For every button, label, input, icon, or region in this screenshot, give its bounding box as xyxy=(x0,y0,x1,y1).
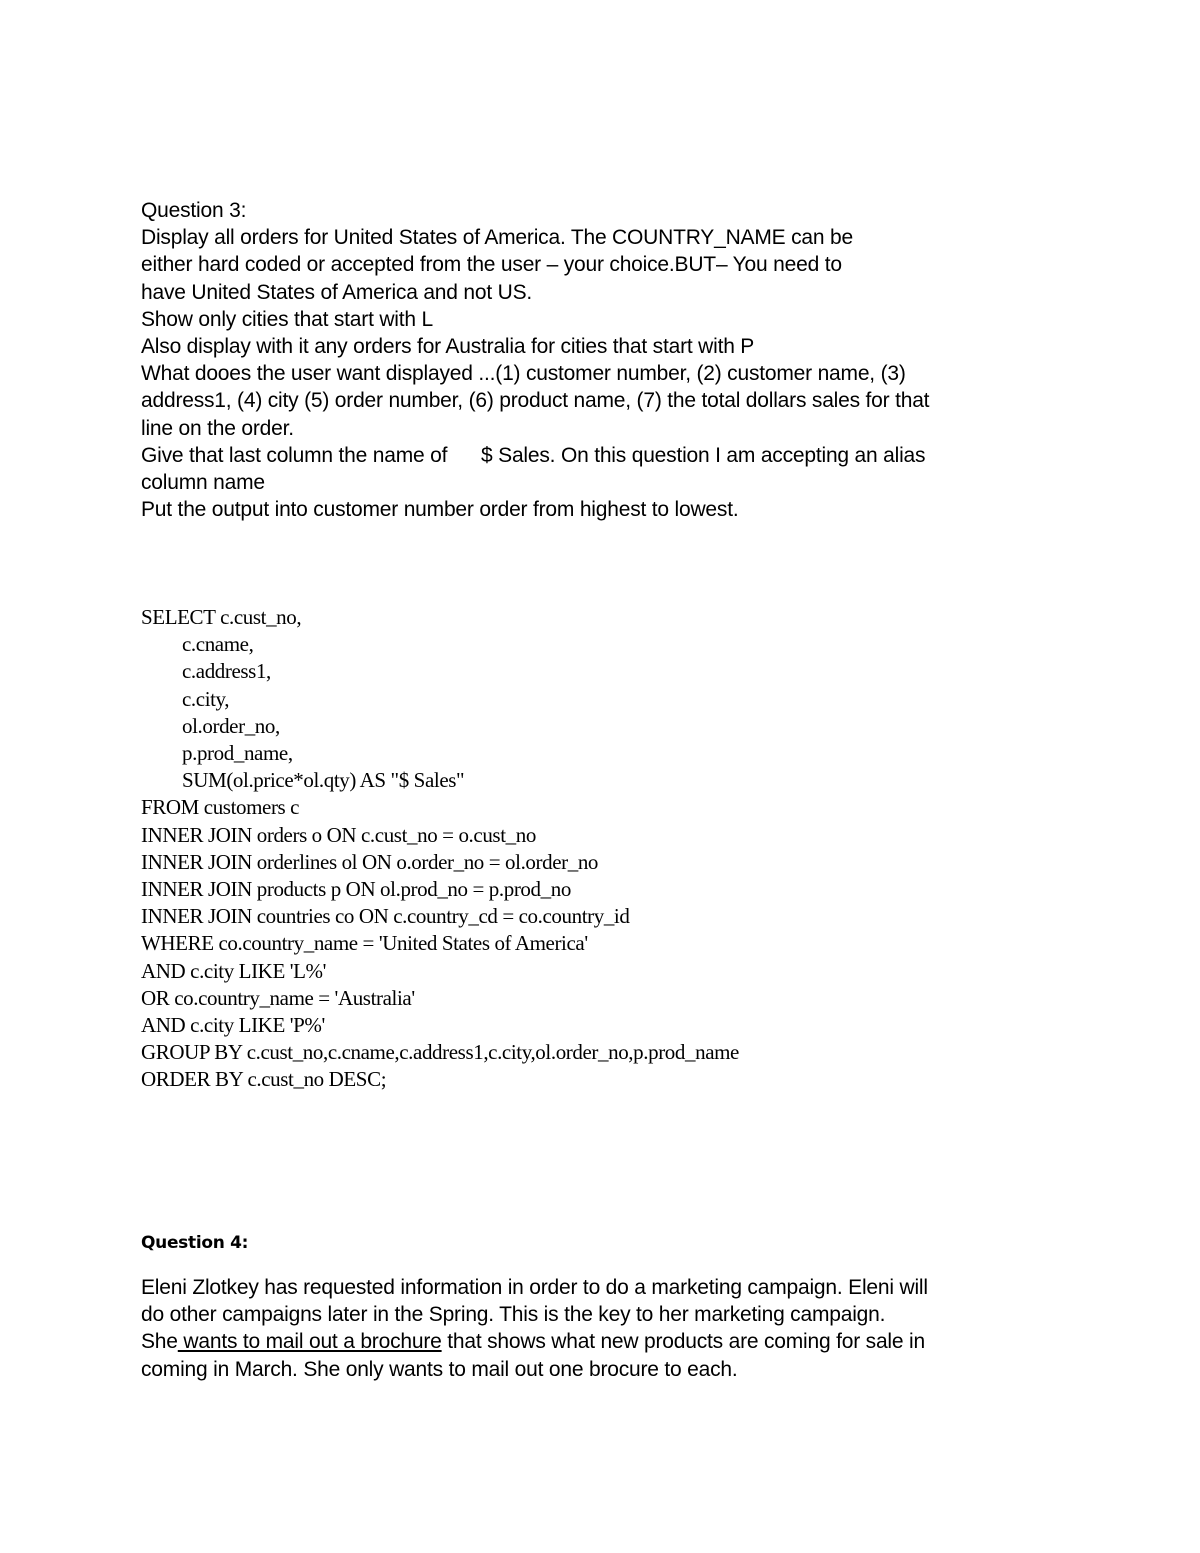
sql-line: p.prod_name, xyxy=(182,741,293,766)
question-4-text-line xyxy=(141,1328,1101,1355)
sql-line: ol.order_no, xyxy=(182,713,280,738)
question-4-heading: Question 4: xyxy=(141,1233,249,1253)
question-3-section xyxy=(141,197,1101,523)
sql-line: INNER JOIN products p ON ol.prod_no = p.prod_no xyxy=(141,877,571,902)
sql-line: c.cname, xyxy=(182,632,254,657)
sql-line: FROM customers c xyxy=(141,795,300,820)
question-4-text-line: do other campaigns later in the Spring. This is the key to her marketing campaign. xyxy=(141,1303,886,1327)
question-3-text-line: Put the output into customer number order from highest to lowest. xyxy=(141,498,739,522)
question-3-text-line: Also display with it any orders for Australia for cities that start with P xyxy=(141,335,755,359)
sql-line: INNER JOIN countries co ON c.country_cd = co.country_id xyxy=(141,904,630,929)
sql-line: c.address1, xyxy=(182,659,271,684)
sql-line: AND c.city LIKE 'L%' xyxy=(141,958,327,983)
question-3-text-line: line on the order. xyxy=(141,416,294,440)
sql-line: c.city, xyxy=(182,686,230,711)
question-3-text-line: Give that last column the name of $ Sales. On this question I am accepting an alias xyxy=(141,443,926,467)
sql-line: WHERE co.country_name = 'United States of America' xyxy=(141,931,588,956)
sql-line: GROUP BY c.cust_no,c.cname,c.address1,c.city,ol.order_no,p.prod_name xyxy=(141,1040,739,1065)
sql-line: SELECT c.cust_no, xyxy=(141,605,302,629)
question-4-text-line: Eleni Zlotkey has requested information in order to do a marketing campaign. Eleni will xyxy=(141,1276,928,1299)
question-3-text-line: column name xyxy=(141,471,265,495)
sql-line: OR co.country_name = 'Australia' xyxy=(141,985,415,1010)
question-3-text-line: have United States of America and not US. xyxy=(141,280,533,304)
sql-query xyxy=(141,604,1101,1094)
question-4-line-suffix: that shows what new products are coming for sale in xyxy=(441,1330,925,1354)
question-3-text-line: What dooes the user want displayed ...(1) customer number, (2) customer name, (3) xyxy=(141,362,906,386)
question-3-text-line: address1, (4) city (5) order number, (6) product name, (7) the total dollars sales for that xyxy=(141,389,930,413)
question-4-text-line: coming in March. She only wants to mail out one brocure to each. xyxy=(141,1357,738,1381)
sql-line: INNER JOIN orderlines ol ON o.order_no = ol.order_no xyxy=(141,849,599,874)
question-4-line-prefix: She xyxy=(141,1330,178,1354)
question-3-text-line: either hard coded or accepted from the user – your choice.BUT– You need to xyxy=(141,253,842,277)
sql-line: AND c.city LIKE 'P%' xyxy=(141,1013,325,1038)
sql-line: ORDER BY c.cust_no DESC; xyxy=(141,1067,387,1092)
sql-line: SUM(ol.price*ol.qty) AS "$ Sales" xyxy=(182,768,465,793)
question-3-text-line: Show only cities that start with L xyxy=(141,307,433,331)
question-4-underlined-phrase: wants to mail out a brochure xyxy=(177,1330,442,1354)
question-4-section xyxy=(141,1274,1101,1383)
question-3-heading: Question 3: xyxy=(141,199,247,222)
question-3-text-line: Display all orders for United States of America. The COUNTRY_NAME can be xyxy=(141,226,853,250)
sql-line: INNER JOIN orders o ON c.cust_no = o.cust_no xyxy=(141,822,536,847)
